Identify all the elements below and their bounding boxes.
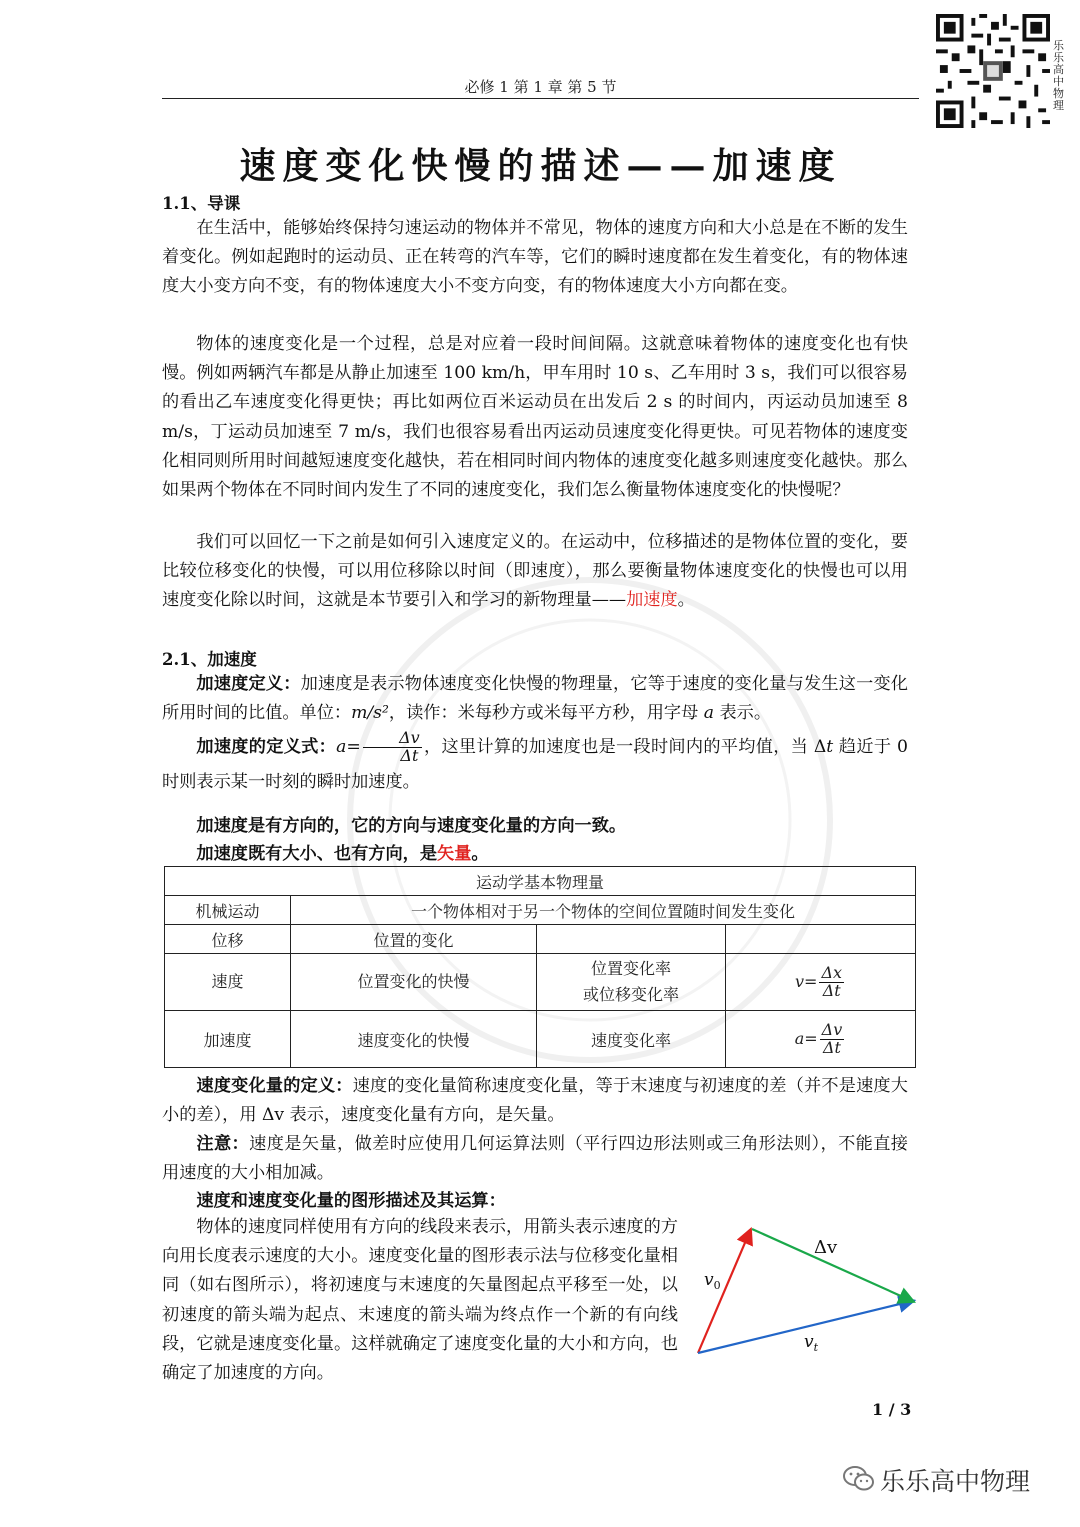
intro-paragraph-3: 我们可以回忆一下之前是如何引入速度定义的。在运动中，位移描述的是物体位置的变化，要比较位移变化的快慢，可以用位移除以时间（即速度），那么要衡量物体速度变化的快慢也可以用速度变化除以时间，这就是本节要引入和学习的新物理量——加速度。 — [162, 532, 908, 611]
vector-diagram — [690, 1215, 925, 1365]
table-cell: 位置变化率 或位移变化率 — [537, 954, 726, 1011]
qr-code — [936, 14, 1050, 128]
graph-paragraph: 物体的速度同样使用有方向的线段来表示，用箭头表示速度的方向用长度表示速度的大小。速度变化量的图形表示法与位移变化量相同（如右图所示），将初速度与末速度的矢量图起点平移至一处，以初速度的箭头端为起点、末速度的箭头端为终点作一个新的有向线段，它就是速度变化量。这样就确定了速度变化量的大小和方向，也确定了加速度的方向。 — [162, 1217, 678, 1384]
acceleration-fraction: $\frac{\Delta v}{\Delta t}$ — [363, 730, 422, 765]
table-cell: 速度变化的快慢 — [291, 1011, 537, 1068]
table-cell: 加速度 — [165, 1011, 291, 1068]
table-cell: 速度 — [165, 954, 291, 1011]
table-cell: a= $\frac{\Delta v}{\Delta t}$ — [726, 1011, 916, 1068]
direction-statement: 加速度是有方向的，它的方向与速度变化量的方向一致。 — [196, 816, 627, 836]
vt-label: $v_t$ — [804, 1332, 819, 1354]
intro-paragraph-1: 在生活中，能够始终保持匀速运动的物体并不常见，物体的速度方向和大小总是在不断的发生着变化。例如起跑时的运动员、正在转弯的汽车等，它们的瞬时速度都在发生着变化，有的物体速度大小变方向不变，有的物体速度大小不变方向变，有的物体速度大小方向都在变。 — [162, 218, 908, 297]
velocity-change-definition: 速度变化量的定义：速度的变化量简称速度变化量，等于末速度与初速度的差（并不是速度大小的差），用 Δv 表示，速度变化量有方向，是矢量。 — [162, 1076, 908, 1126]
table-cell: v= $\frac{\Delta x}{\Delta t}$ — [726, 954, 916, 1011]
formula-paragraph: 加速度的定义式：a= $\frac{\Delta v}{\Delta t}$ ，这里计算的加速度也是一段时间内的平均值，当 Δt 趋近于 0 时则表示某一时刻的瞬时加速度。 — [162, 728, 908, 792]
table-cell: 机械运动 — [165, 896, 291, 925]
table-cell: 位置变化的快慢 — [291, 954, 537, 1011]
note-paragraph: 注意：速度是矢量，做差时应使用几何运算法则（平行四边形法则或三角形法则），不能直接用速度的大小相加减。 — [162, 1134, 908, 1184]
dv-label: Δv — [814, 1237, 838, 1258]
intro-paragraph-2: 物体的速度变化是一个过程，总是对应着一段时间间隔。这就意味着物体的速度变化也有快慢。例如两辆汽车都是从静止加速至 100 km/h，甲车用时 10 s、乙车用时 3 s，我们可以很容易的看出乙车速度变化得更快；再比如两位百米运动员在出发后 2 s 的时间内，丙运动员加速至 8 m/s，丁运动员加速至 7 m/s，我们也很容易看出丙运动员速度变化得更快。可见若物体的速度变化相同则所用时间越短速度变化越快，若在相同时间内物体的速度变化越多则速度变化越快。那么如果两个物体在不同时间内发生了不同的速度变化，我们怎么衡量物体速度变化的快慢呢？ — [162, 334, 908, 501]
page-number: 1 / 3 — [872, 1400, 912, 1419]
graph-heading: 速度和速度变化量的图形描述及其运算： — [196, 1191, 506, 1211]
kinematics-table — [164, 866, 916, 1068]
table-caption: 运动学基本物理量 — [165, 867, 916, 896]
v0-arrow — [698, 1231, 750, 1353]
section-1-heading: 1.1、导课 — [162, 194, 241, 213]
page-title: 速度变化快慢的描述——加速度 — [239, 145, 842, 187]
header-rule — [162, 98, 919, 99]
table-cell: 速度变化率 — [537, 1011, 726, 1068]
highlight-acceleration: 加速度 — [626, 590, 678, 611]
section-2-heading: 2.1、加速度 — [162, 650, 257, 669]
wechat-icon — [842, 1464, 876, 1494]
chapter-reference: 必修 1 第 1 章 第 5 节 — [464, 78, 617, 96]
table-cell — [726, 925, 916, 954]
table-cell: 一个物体相对于另一个物体的空间位置随时间发生变化 — [291, 896, 916, 925]
table-cell: 位移 — [165, 925, 291, 954]
definition-paragraph: 加速度定义：加速度是表示物体速度变化快慢的物理量，它等于速度的变化量与发生这一变化所用时间的比值。单位：m/s²，读作：米每秒方或米每平方秒，用字母 a 表示。 — [162, 674, 908, 724]
qr-side-label: 乐乐高中物理 — [1053, 39, 1064, 112]
v0-label: $v_0$ — [704, 1270, 721, 1292]
table-cell: 位置的变化 — [291, 925, 537, 954]
vector-statement: 加速度既有大小、也有方向，是矢量。 — [196, 844, 489, 864]
table-cell — [537, 925, 726, 954]
account-watermark: 乐乐高中物理 — [880, 1467, 1031, 1496]
